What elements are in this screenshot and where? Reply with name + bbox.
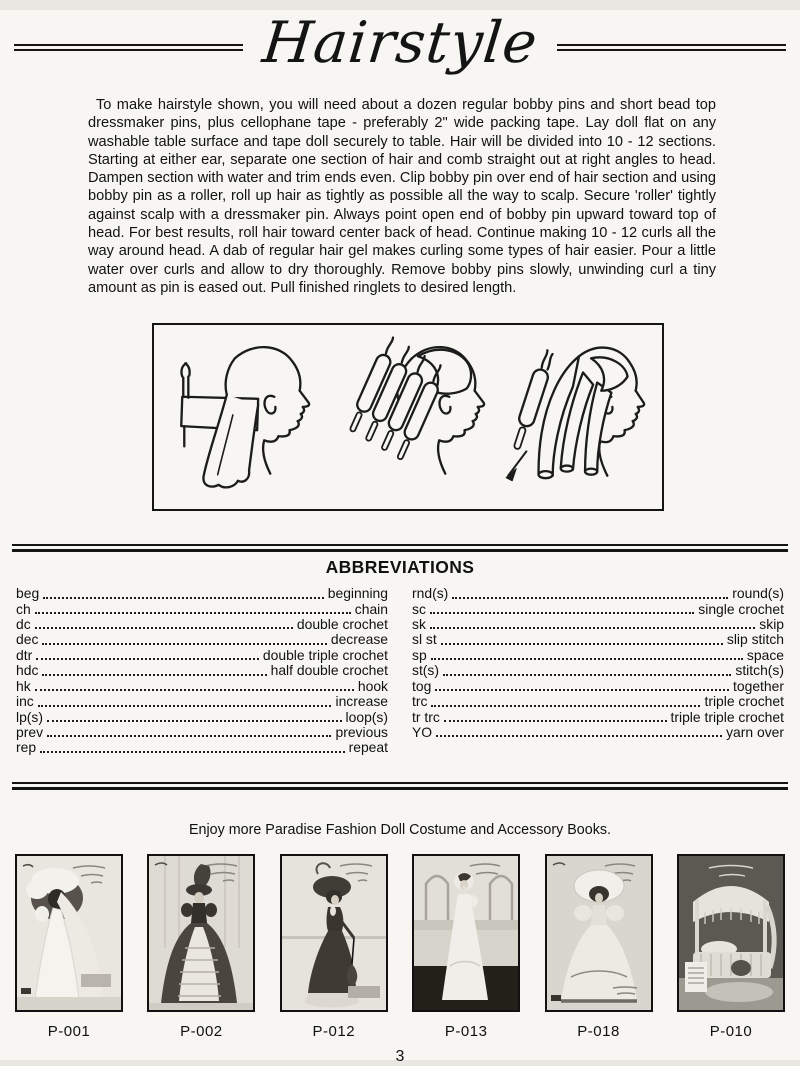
abbreviation-term: dtr [16,646,33,663]
book-cover-p018 [545,854,653,1012]
dotted-leader [431,658,743,660]
book-code-label: P-010 [709,1022,753,1040]
abbreviation-term: sp [412,646,427,663]
abbreviation-term: lp(s) [16,708,44,725]
dotted-leader [444,720,667,722]
dotted-leader [42,674,266,676]
book-item [545,854,653,1040]
abbreviation-meaning: repeat [348,739,388,756]
abbreviation-row [16,648,388,663]
abbreviation-meaning: previous [335,723,388,740]
abbreviations-column-left [16,586,388,755]
book-item [280,854,388,1040]
abbreviation-meaning: triple crochet [704,693,784,710]
feather-hat-doll-cover-illustration [547,856,651,1010]
hair-step-2-illustration [337,332,489,502]
title-rule-left [14,44,243,51]
abbreviation-term: hdc [16,662,39,679]
book-cover-p013 [412,854,520,1012]
arched-window-doll-cover-illustration [414,856,518,1010]
abbreviation-term: tog [412,677,432,694]
abbreviation-meaning: decrease [330,631,388,648]
dotted-leader [441,643,723,645]
dotted-leader [47,735,331,737]
abbreviation-term: dc [16,616,31,633]
book-item [677,854,785,1040]
book-cover-p012 [280,854,388,1012]
abbreviation-row [16,740,388,755]
dotted-leader [35,612,351,614]
abbreviation-meaning: space [746,646,784,663]
book-item [147,854,255,1040]
abbreviation-term: st(s) [412,662,440,679]
hairstyle-diagram-box [152,323,664,511]
abbreviation-term: trc [412,693,428,710]
abbreviation-meaning: slip stitch [726,631,784,648]
abbreviation-term: prev [16,723,44,740]
abbreviation-term: inc [16,693,34,710]
dotted-leader [435,689,729,691]
abbreviation-term: ch [16,600,31,617]
dotted-leader [452,597,728,599]
book-code-label: P-012 [312,1022,356,1040]
parasol-doll-cover-illustration [282,856,386,1010]
dotted-leader [36,658,259,660]
abbreviations-list [16,586,784,755]
page-header [14,10,786,82]
ballgown-doll-cover-illustration [149,856,253,1010]
bride-doll-cover-illustration [17,856,121,1010]
dotted-leader [40,751,345,753]
abbreviation-meaning: single crochet [698,600,784,617]
book-code-label: P-002 [180,1022,223,1040]
canopy-bed-cover-illustration [679,856,783,1010]
dotted-leader [42,643,326,645]
abbreviation-row [412,663,784,678]
book-cover-p010 [677,854,785,1012]
abbreviations-heading: ABBREVIATIONS [325,557,475,578]
dotted-leader [431,705,700,707]
abbreviation-meaning: skip [759,616,784,633]
abbreviation-meaning: half double crochet [270,662,388,679]
abbreviation-row [16,602,388,617]
abbreviation-term: sl st [412,631,437,648]
abbreviation-meaning: stitch(s) [735,662,784,679]
abbreviation-meaning: yarn over [726,723,784,740]
book-covers-row [15,854,785,1040]
scanned-page [0,10,800,1065]
books-promo-text: Enjoy more Paradise Fashion Doll Costume and Accessory Books. [189,821,611,838]
abbreviation-row [16,694,388,709]
abbreviation-meaning: loop(s) [345,708,388,725]
title-rule-right [557,44,786,51]
abbreviation-term: dec [16,631,39,648]
section-rule-bottom [12,782,788,790]
abbreviation-meaning: hook [357,677,388,694]
abbreviation-row [16,663,388,678]
abbreviation-term: rep [16,739,37,756]
abbreviation-meaning: chain [354,600,388,617]
hair-step-3-illustration [494,332,656,502]
book-code-label: P-018 [577,1022,620,1040]
dotted-leader [38,705,332,707]
abbreviation-row [412,586,784,601]
dotted-leader [430,627,755,629]
dotted-leader [47,720,342,722]
book-code-label: P-013 [444,1022,488,1040]
dotted-leader [430,612,694,614]
abbreviation-meaning: round(s) [732,585,784,602]
abbreviations-column-right [412,586,784,755]
abbreviation-row [412,679,784,694]
abbreviation-row [16,710,388,725]
book-item [412,854,520,1040]
abbreviation-row [412,725,784,740]
abbreviation-meaning: increase [335,693,388,710]
abbreviation-term: tr trc [412,708,440,725]
abbreviation-row [412,632,784,647]
abbreviation-row [412,602,784,617]
abbreviation-row [16,632,388,647]
hair-step-1-illustration [160,332,332,502]
abbreviation-row [16,617,388,632]
dotted-leader [43,597,324,599]
abbreviation-meaning: triple triple crochet [670,708,784,725]
abbreviation-term: beg [16,585,40,602]
section-rule-top [12,544,788,552]
abbreviation-row [412,648,784,663]
abbreviation-row [412,617,784,632]
page-number: 3 [395,1047,405,1065]
dotted-leader [436,735,722,737]
abbreviation-term: YO [412,723,433,740]
abbreviation-row [16,586,388,601]
abbreviation-row [412,694,784,709]
abbreviation-row [16,679,388,694]
book-cover-p002 [147,854,255,1012]
abbreviation-meaning: double crochet [296,616,388,633]
book-code-label: P-001 [47,1022,91,1040]
page-title: Hairstyle [259,10,541,76]
abbreviation-term: sk [412,616,426,633]
dotted-leader [35,689,354,691]
book-item [15,854,123,1040]
abbreviation-term: sc [412,600,426,617]
dotted-leader [443,674,731,676]
abbreviation-meaning: beginning [327,585,388,602]
abbreviation-row [412,710,784,725]
dotted-leader [35,627,293,629]
hairstyle-instructions: To make hairstyle shown, you will need about a dozen regular bobby pins and short bead top dressmaker pins, plus cellophane tape - preferably 2" wide packing tape. Lay doll flat on any washable table surface and tape doll securely to table. Hair will be divided into 10 - 12 sections. Starting at either ear, separate one section of hair and comb straight out at right angles to head. Dampen section with water and trim ends even. Clip bobby pin over end of hair section and using bobby pin as a roller, roll up hair as tightly as possible all the way to scalp. Secure 'roller' tightly against scalp with a dressmaker pin. Always point open end of bobby pin upward toward top of head. For best results, roll hair toward center back of head. Continue making 10 - 12 curls all the way around head. A dab of regular hair gel makes curling some types of hair easier. Pour a little water over curls and allow to dry thoroughly. Remove bobby pins slowly, unwinding curl a tiny amount as pin is eased out. Pull finished ringlets to desired length. [88,97,716,296]
abbreviation-meaning: double triple crochet [262,646,388,663]
abbreviation-term: hk [16,677,31,694]
abbreviation-row [16,725,388,740]
abbreviation-term: rnd(s) [412,585,449,602]
abbreviation-meaning: together [733,677,784,694]
book-cover-p001 [15,854,123,1012]
